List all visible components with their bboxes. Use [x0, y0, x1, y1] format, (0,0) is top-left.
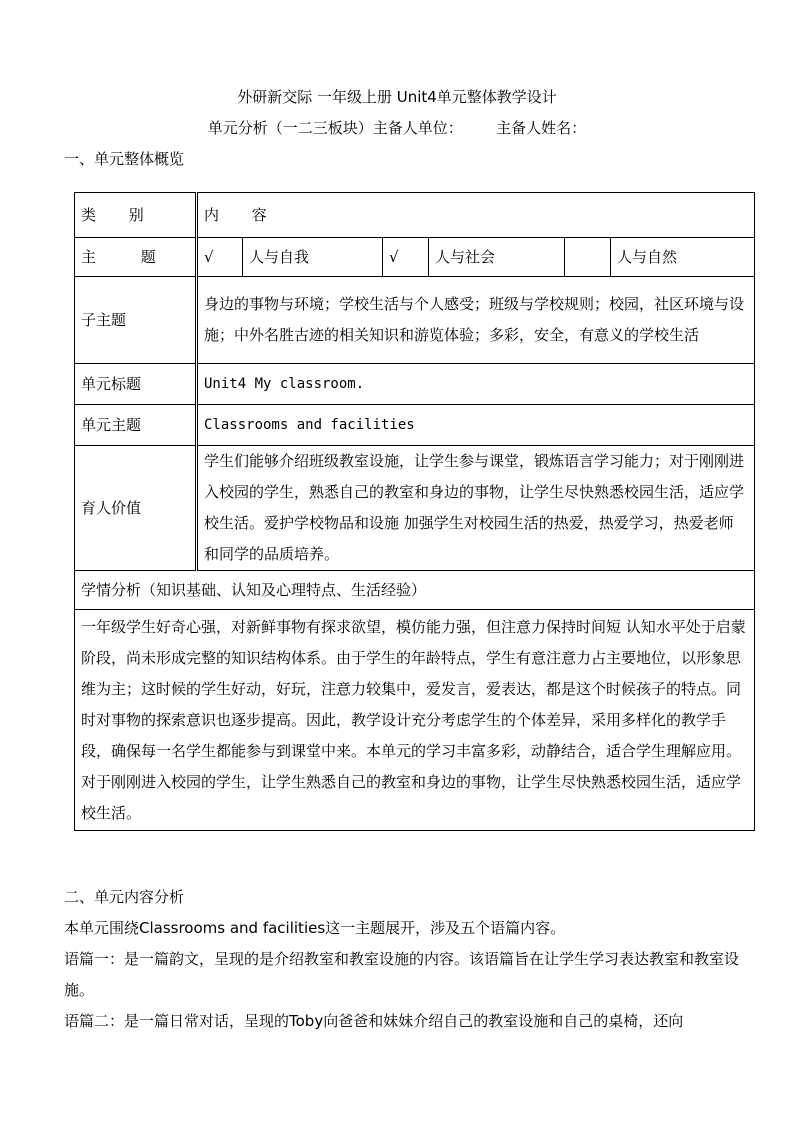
subtopic-content: 身边的事物与环境；学校生活与个人感受；班级与学校规则；校园，社区环境与设施；中外名胜古迹的相关知识和游览体验；多彩，安全，有意义的学校生活: [197, 277, 755, 364]
section2-paragraph-1: 本单元围绕Classrooms and facilities这一主题展开，涉及五个语篇内容。: [64, 919, 566, 937]
table-row-unit-theme: [75, 405, 755, 446]
section2-paragraph-3: 语篇二：是一篇日常对话，呈现的Toby向爸爸和妹妹介绍自己的教室设施和自己的桌椅，还向: [64, 1012, 684, 1030]
table-row-learner-content: [75, 610, 755, 831]
unit-title-content: Unit4 My classroom.: [197, 364, 755, 405]
section1-heading: 一、单元整体概览: [64, 150, 185, 168]
topic-option-1: 人与自我: [243, 238, 383, 277]
category-label: 类 别: [75, 193, 197, 238]
table-row-topic: [75, 238, 755, 277]
table-row-value: [75, 446, 755, 571]
learner-analysis-label: 学情分析（知识基础、认知及心理特点、生活经验）: [75, 571, 755, 610]
topic-check-1: √: [197, 238, 243, 277]
unit-theme-content: Classrooms and facilities: [197, 405, 755, 446]
unit-title-label: 单元标题: [75, 364, 197, 405]
topic-label: 主 题: [75, 238, 197, 277]
section2: [64, 882, 744, 1037]
table-row-learner-label: [75, 571, 755, 610]
document-subtitle: 单元分析（一二三板块）主备人单位： 主备人姓名：: [207, 119, 587, 137]
topic-check-2: √: [383, 238, 429, 277]
topic-option-3: 人与自然: [611, 238, 755, 277]
unit-theme-label: 单元主题: [75, 405, 197, 446]
table-row-unit-title: [75, 364, 755, 405]
value-label: 育人价值: [75, 446, 197, 571]
table-row-subtopic: [75, 277, 755, 364]
unit-overview-table: [74, 192, 755, 831]
category-content: 内 容: [197, 193, 755, 238]
learner-analysis-content: 一年级学生好奇心强，对新鲜事物有探求欲望，模仿能力强，但注意力保持时间短 认知水平处于启蒙阶段，尚未形成完整的知识结构体系。由于学生的年龄特点，学生有意注意力占主要地位，以形象思维为主；这时候的学生好动，好玩，注意力较集中，爱发言，爱表达，都是这个时候孩子的特点。同时对事物的探索意识也逐步提高。因此，教学设计充分考虑学生的个体差异，采用多样化的教学手段，确保每一名学生都能参与到课堂中来。本单元的学习丰富多彩，动静结合，适合学生理解应用。对于刚刚进入校园的学生，让学生熟悉自己的教室和身边的事物，让学生尽快熟悉校园生活，适应学校生活。: [75, 610, 755, 831]
subtopic-label: 子主题: [75, 277, 197, 364]
value-content: 学生们能够介绍班级教室设施，让学生参与课堂，锻炼语言学习能力；对于刚刚进入校园的学生，熟悉自己的教室和身边的事物，让学生尽快熟悉校园生活，适应学校生活。爱护学校物品和设施 加强学生对校园生活的热爱，热爱学习，热爱老师和同学的品质培养。: [197, 446, 755, 571]
topic-check-3: [565, 238, 611, 277]
section2-heading: 二、单元内容分析: [64, 888, 185, 906]
document-title: 外研新交际 一年级上册 Unit4单元整体教学设计: [237, 88, 557, 106]
section2-paragraph-2: 语篇一：是一篇韵文，呈现的是介绍教室和教室设施的内容。该语篇旨在让学生学习表达教室和教室设施。: [64, 950, 740, 999]
topic-option-2: 人与社会: [429, 238, 565, 277]
table-row-category: [75, 193, 755, 238]
